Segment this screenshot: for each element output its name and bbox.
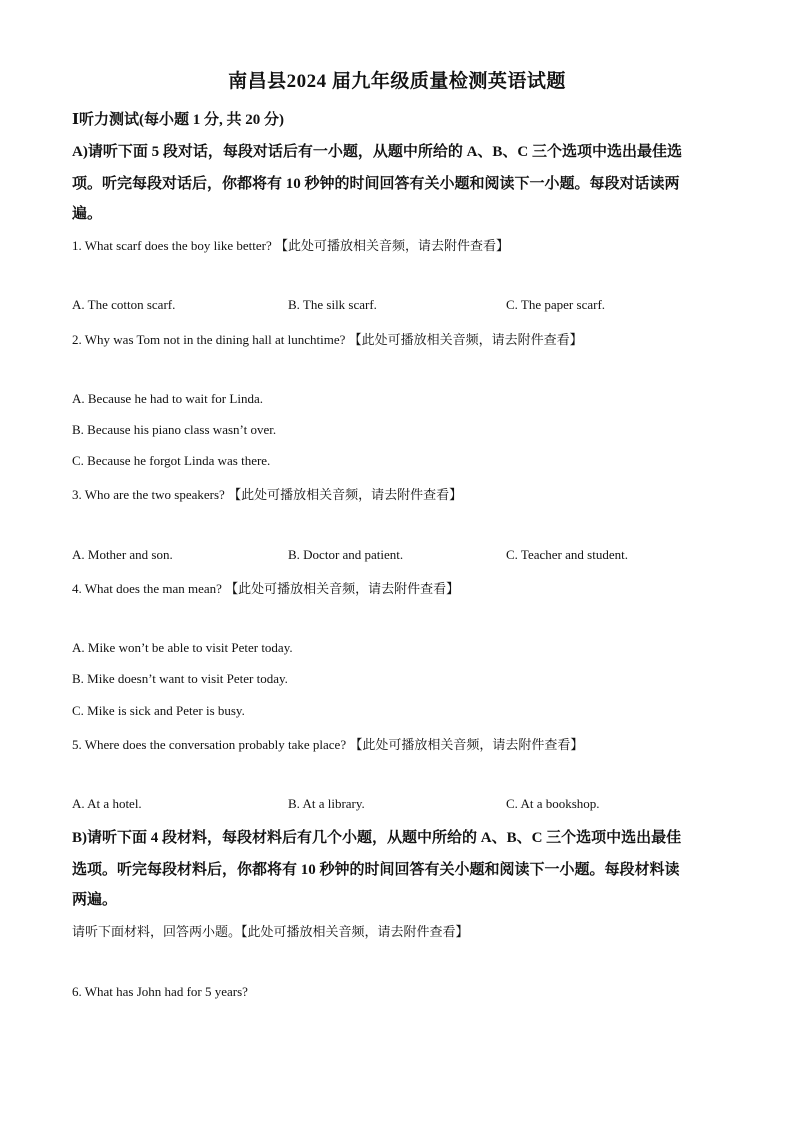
answer-option: A. Because he had to wait for Linda. <box>72 391 263 406</box>
question-stem: 5. Where does the conversation probably take place? 【此处可播放相关音频，请去附件查看】 <box>72 737 584 752</box>
answer-option: B. Mike doesn’t want to visit Peter today. <box>72 671 288 686</box>
question-stem: 2. Why was Tom not in the dining hall at lunchtime? 【此处可播放相关音频，请去附件查看】 <box>72 332 583 347</box>
answer-option: B. The silk scarf. <box>288 297 377 312</box>
material-intro: 请听下面材料，回答两小题。【此处可播放相关音频，请去附件查看】 <box>72 924 469 939</box>
answer-option: C. Because he forgot Linda was there. <box>72 453 271 468</box>
page-title: 南昌县2024 届九年级质量检测英语试题 <box>228 71 566 92</box>
answer-option: A. The cotton scarf. <box>72 297 176 312</box>
part-b-instruction-line: 选项。听完每段材料后，你都将有 10 秒钟的时间回答有关小题和阅读下一小题。每段材料读 <box>72 862 680 878</box>
answer-option: B. At a library. <box>288 796 365 811</box>
question-stem: 1. What scarf does the boy like better? 【此处可播放相关音频，请去附件查看】 <box>72 238 509 253</box>
part-a-instruction-line: 项。听完每段对话后，你都将有 10 秒钟的时间回答有关小题和阅读下一小题。每段对话读两 <box>72 176 680 192</box>
section-heading: Ⅰ听力测试(每小题 1 分, 共 20 分) <box>72 112 285 128</box>
part-b-instruction-line: 两遍。 <box>72 892 118 908</box>
answer-option: C. Mike is sick and Peter is busy. <box>72 703 245 718</box>
answer-option: A. Mike won’t be able to visit Peter today. <box>72 640 293 655</box>
answer-option: C. The paper scarf. <box>506 297 606 312</box>
part-b-instruction-line: B)请听下面 4 段材料，每段材料后有几个小题，从题中所给的 A、B、C 三个选项中选出最佳 <box>72 830 682 846</box>
answer-option: C. Teacher and student. <box>506 547 628 562</box>
answer-option: C. At a bookshop. <box>506 796 600 811</box>
part-a-instruction-line: 遍。 <box>72 206 103 222</box>
question-stem: 6. What has John had for 5 years? <box>72 984 248 999</box>
answer-option: A. At a hotel. <box>72 796 142 811</box>
question-stem: 4. What does the man mean? 【此处可播放相关音频，请去附件查看】 <box>72 581 460 596</box>
answer-option: B. Doctor and patient. <box>288 547 404 562</box>
part-a-instruction-line: A)请听下面 5 段对话，每段对话后有一小题，从题中所给的 A、B、C 三个选项中选出最佳选 <box>72 144 683 160</box>
question-stem: 3. Who are the two speakers? 【此处可播放相关音频，请去附件查看】 <box>72 487 463 502</box>
answer-option: B. Because his piano class wasn’t over. <box>72 422 277 437</box>
answer-option: A. Mother and son. <box>72 547 173 562</box>
